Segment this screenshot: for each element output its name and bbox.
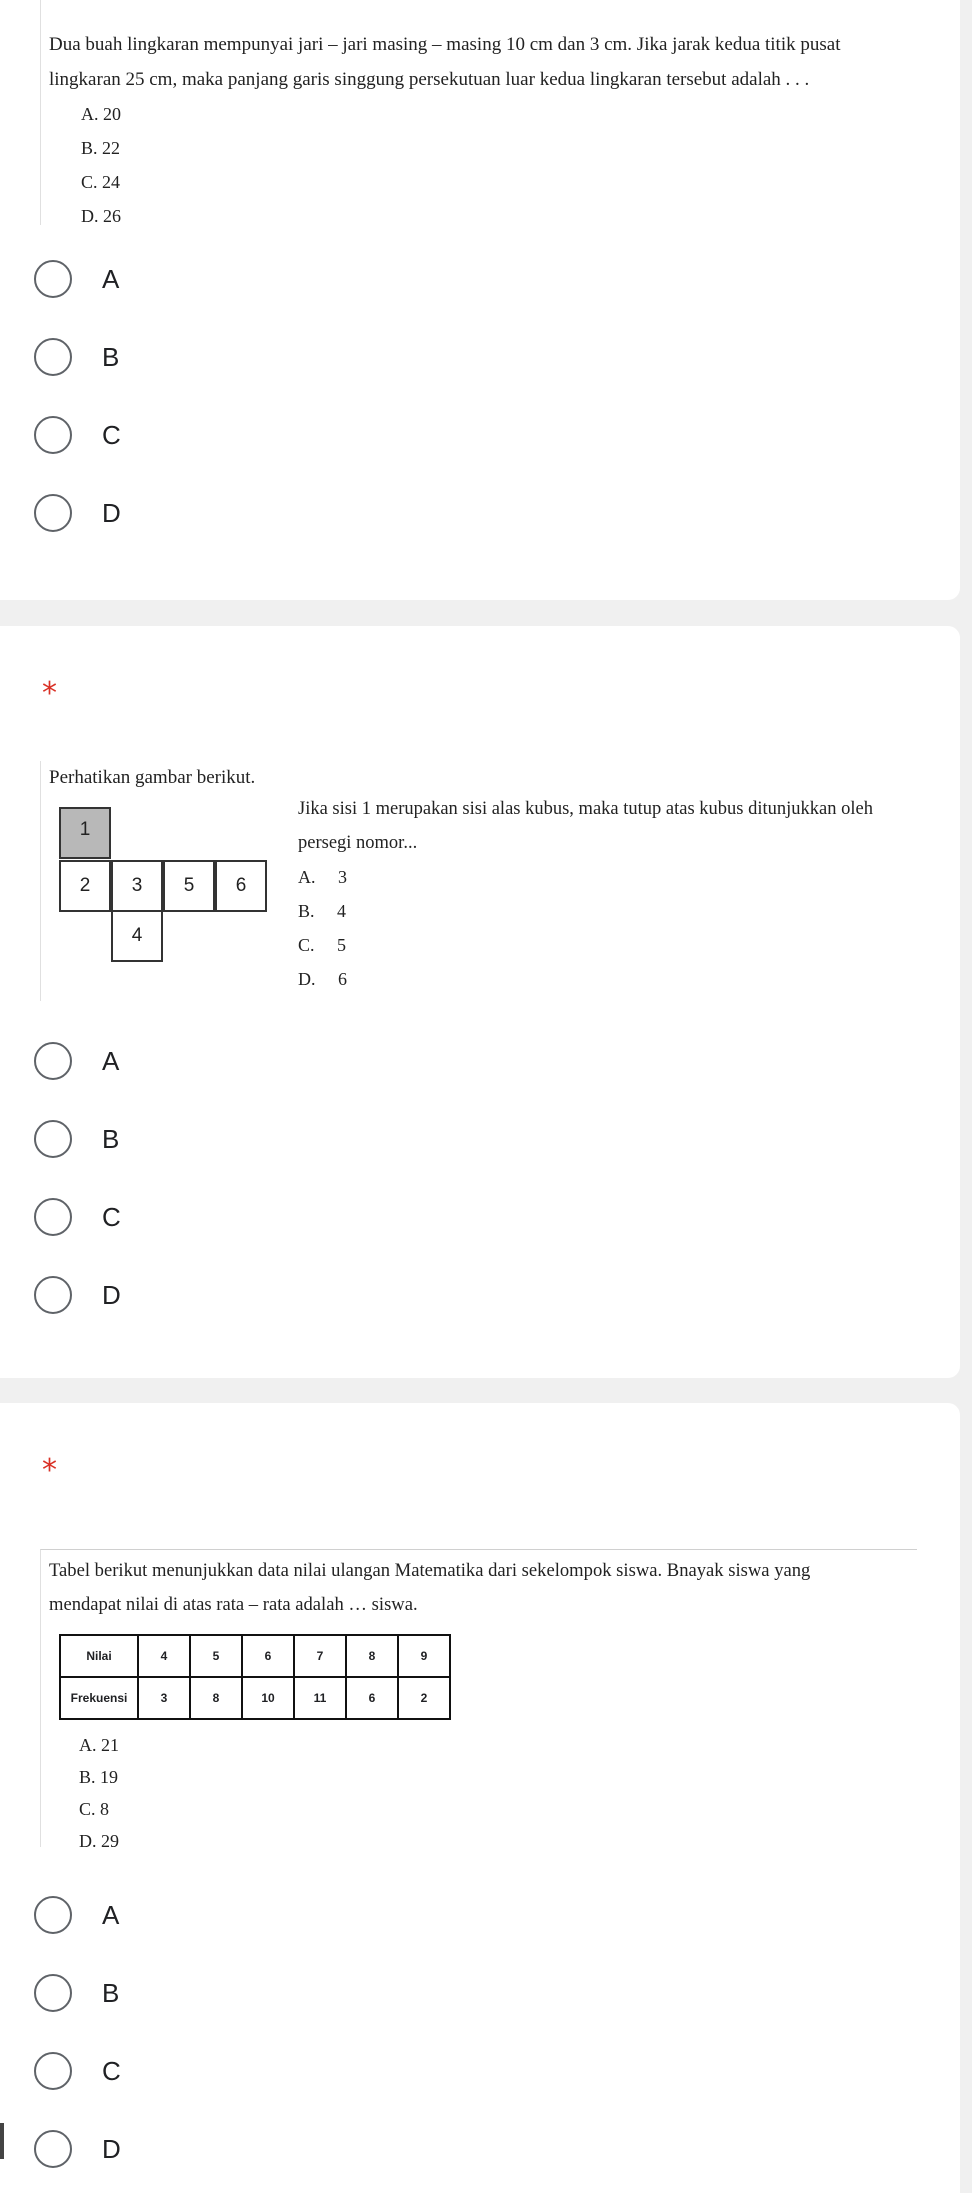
- question-1-choice-b: B. 22: [81, 138, 121, 158]
- net-cell-top: 1: [59, 807, 111, 859]
- table-cell: 5: [190, 1635, 242, 1677]
- radio-button-icon[interactable]: [34, 1120, 72, 1158]
- radio-button-icon[interactable]: [34, 1276, 72, 1314]
- question-2-choice-b: B. 4: [298, 901, 347, 921]
- radio-button-icon[interactable]: [34, 260, 72, 298]
- table-cell: 8: [346, 1635, 398, 1677]
- question-2-choice-c: C. 5: [298, 935, 347, 955]
- radio-button-icon[interactable]: [34, 1198, 72, 1236]
- radio-label: D: [102, 497, 121, 528]
- radio-button-icon[interactable]: [34, 1974, 72, 2012]
- q3-radio-option-a[interactable]: [34, 1890, 119, 1940]
- radio-label: D: [102, 1279, 121, 1310]
- question-3-image: [40, 1549, 917, 1851]
- q2-radio-option-d[interactable]: [34, 1270, 121, 1320]
- question-2-image: [40, 761, 921, 1001]
- table-cell: 6: [242, 1635, 294, 1677]
- radio-button-icon[interactable]: [34, 416, 72, 454]
- table-cell: 11: [294, 1677, 346, 1719]
- table-row: [60, 1635, 450, 1677]
- net-cell-row: 5: [163, 860, 215, 912]
- question-3-choice-c: C. 8: [79, 1799, 110, 1819]
- table-cell: Frekuensi: [60, 1677, 138, 1719]
- question-3-choice-b: B. 19: [79, 1767, 119, 1787]
- radio-button-icon[interactable]: [34, 1896, 72, 1934]
- radio-button-icon[interactable]: [34, 2130, 72, 2168]
- radio-button-icon[interactable]: [34, 338, 72, 376]
- net-cell-row: 2: [59, 860, 111, 912]
- radio-label: C: [102, 1201, 121, 1232]
- required-asterisk: *: [42, 1453, 57, 1488]
- table-cell: 4: [138, 1635, 190, 1677]
- table-cell: 3: [138, 1677, 190, 1719]
- radio-button-icon[interactable]: [34, 2052, 72, 2090]
- question-1-choice-a: A. 20: [81, 104, 121, 124]
- table-cell: 2: [398, 1677, 450, 1719]
- radio-label: A: [102, 1045, 120, 1076]
- radio-label: B: [102, 1123, 120, 1154]
- question-1-image: [40, 0, 921, 225]
- question-1-choice-d: D. 26: [81, 206, 121, 226]
- frequency-table: [59, 1634, 451, 1720]
- question-card-1: [0, 0, 960, 600]
- q1-radio-option-d[interactable]: [34, 488, 121, 538]
- table-cell: 8: [190, 1677, 242, 1719]
- radio-label: C: [102, 419, 121, 450]
- radio-button-icon[interactable]: [34, 494, 72, 532]
- cube-net: [59, 807, 269, 967]
- table-cell: 9: [398, 1635, 450, 1677]
- radio-label: A: [102, 263, 120, 294]
- q2-radio-option-a[interactable]: [34, 1036, 119, 1086]
- q3-radio-option-b[interactable]: [34, 1968, 119, 2018]
- radio-label: B: [102, 341, 120, 372]
- net-cell-bottom: 4: [111, 910, 163, 962]
- table-cell: Nilai: [60, 1635, 138, 1677]
- q2-radio-option-c[interactable]: [34, 1192, 121, 1242]
- question-3-choice-d: D. 29: [79, 1831, 119, 1851]
- radio-label: D: [102, 2133, 121, 2164]
- question-2-prompt-line-2: persegi nomor...: [298, 833, 418, 853]
- q3-radio-option-c[interactable]: [34, 2046, 121, 2096]
- table-cell: 7: [294, 1635, 346, 1677]
- question-card-2: [0, 626, 960, 1378]
- q1-radio-option-c[interactable]: [34, 410, 121, 460]
- question-3-text-line-2: mendapat nilai di atas rata – rata adalah … siswa.: [49, 1594, 418, 1615]
- radio-label: C: [102, 2055, 121, 2086]
- question-3-text-line-1: Tabel berikut menunjukkan data nilai ulangan Matematika dari sekelompok siswa. Bnayak siswa yang: [49, 1560, 811, 1581]
- question-2-choice-d: D. 6: [298, 969, 347, 989]
- radio-label: A: [102, 1899, 120, 1930]
- focus-indicator-bar: [0, 2123, 4, 2159]
- net-cell-row: 3: [111, 860, 163, 912]
- question-1-choice-c: C. 24: [81, 172, 121, 192]
- net-cell-row: 6: [215, 860, 267, 912]
- required-asterisk: *: [42, 676, 57, 711]
- question-2-choice-a: A. 3: [298, 867, 347, 887]
- question-card-3: [0, 1403, 960, 2193]
- radio-label: B: [102, 1977, 120, 2008]
- q2-radio-option-b[interactable]: [34, 1114, 119, 1164]
- q1-radio-option-a[interactable]: [34, 254, 119, 304]
- table-cell: 10: [242, 1677, 294, 1719]
- q3-radio-option-d[interactable]: [34, 2124, 121, 2174]
- question-1-text-line-1: Dua buah lingkaran mempunyai jari – jari masing – masing 10 cm dan 3 cm. Jika jarak kedua titik pusat: [49, 34, 841, 55]
- question-1-text-line-2: lingkaran 25 cm, maka panjang garis singgung persekutuan luar kedua lingkaran tersebut adalah . . .: [49, 69, 810, 90]
- table-cell: 6: [346, 1677, 398, 1719]
- q1-radio-option-b[interactable]: [34, 332, 119, 382]
- question-2-prompt-line-1: Jika sisi 1 merupakan sisi alas kubus, maka tutup atas kubus ditunjukkan oleh: [298, 799, 873, 819]
- question-3-choice-a: A. 21: [79, 1735, 119, 1755]
- table-row: [60, 1677, 450, 1719]
- radio-button-icon[interactable]: [34, 1042, 72, 1080]
- question-2-intro: Perhatikan gambar berikut.: [49, 767, 256, 788]
